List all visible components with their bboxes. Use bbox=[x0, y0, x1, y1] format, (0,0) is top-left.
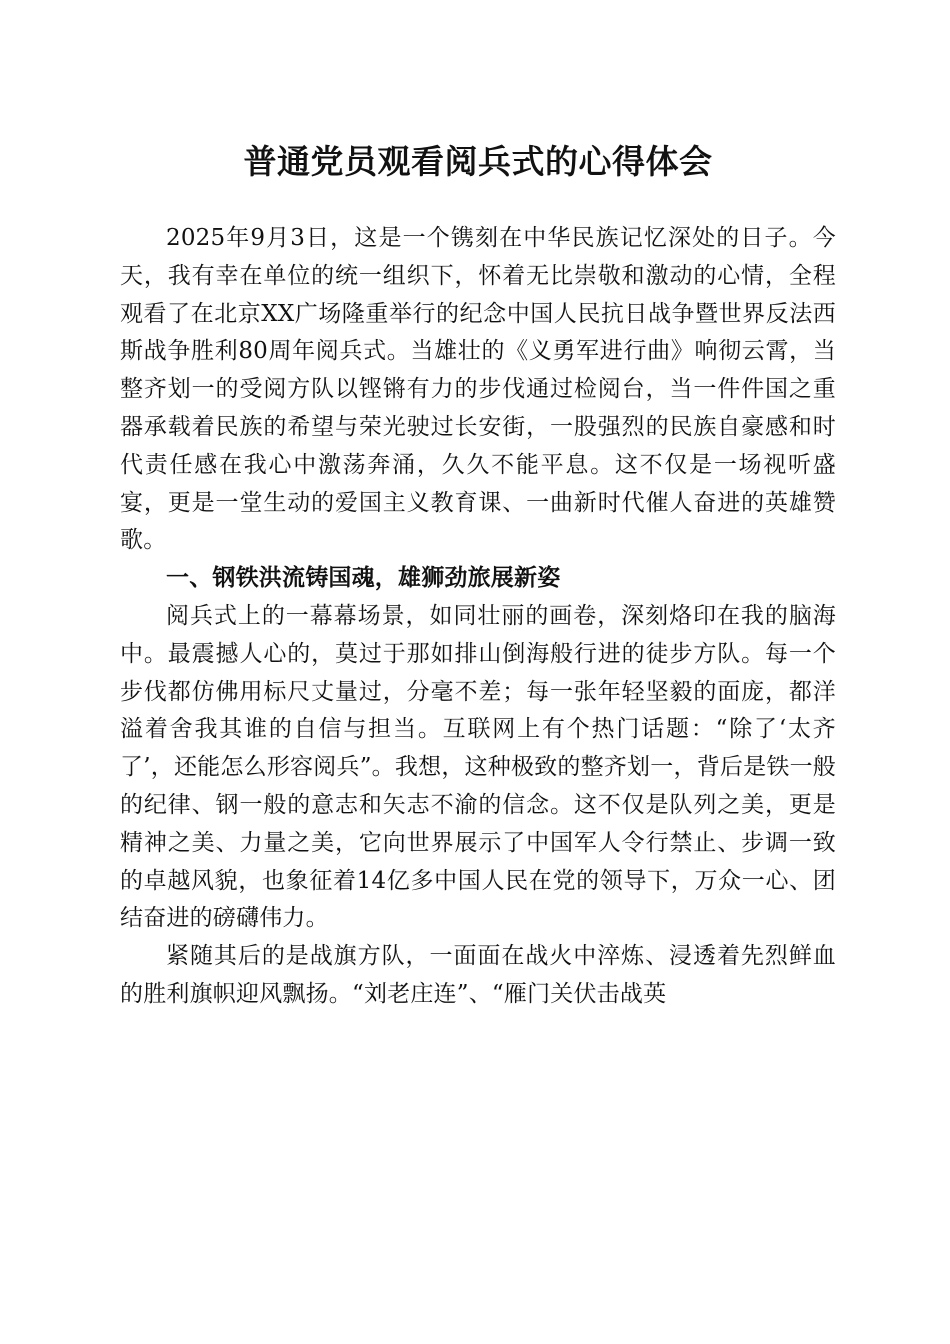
intro-paragraph: 2025年9月3日，这是一个镌刻在中华民族记忆深处的日子。今天，我有幸在单位的统一组织下，怀着无比崇敬和激动的心情，全程观看了在北京XX广场隆重举行的纪念中国人民抗日战争暨世界反法西斯战争胜利80周年阅兵式。当雄壮的《义勇军进行曲》响彻云霄，当整齐划一的受阅方队以铿锵有力的步伐通过检阅台，当一件件国之重器承载着民族的希望与荣光驶过长安街，一股强烈的民族自豪感和时代责任感在我心中激荡奔涌，久久不能平息。这不仅是一场视听盛宴，更是一堂生动的爱国主义教育课、一曲新时代催人奋进的英雄赞歌。 bbox=[120, 225, 836, 554]
document-title: 普通党员观看阅兵式的心得体会 bbox=[243, 142, 713, 181]
section-1-paragraph-2: 紧随其后的是战旗方队，一面面在战火中淬炼、浸透着先烈鲜血的胜利旗帜迎风飘扬。“刘老庄连”、“雁门关伏击战英 bbox=[120, 943, 836, 1007]
section-1-heading: 一、钢铁洪流铸国魂，雄狮劲旅展新姿 bbox=[166, 565, 561, 592]
document-page bbox=[120, 0, 836, 1344]
document-body bbox=[120, 220, 836, 1014]
section-1-paragraph-1: 阅兵式上的一幕幕场景，如同壮丽的画卷，深刻烙印在我的脑海中。最震撼人心的，莫过于那如排山倒海般行进的徒步方队。每一个步伐都仿佛用标尺丈量过，分毫不差；每一张年轻坚毅的面庞，都洋溢着舍我其谁的自信与担当。互联网上有个热门话题：“除了‘太齐了’，还能怎么形容阅兵”。我想，这种极致的整齐划一，背后是铁一般的纪律、钢一般的意志和矢志不渝的信念。这不仅是队列之美，更是精神之美、力量之美，它向世界展示了中国军人令行禁止、步调一致的卓越风貌，也象征着14亿多中国人民在党的领导下，万众一心、团结奋进的磅礴伟力。 bbox=[120, 602, 836, 932]
